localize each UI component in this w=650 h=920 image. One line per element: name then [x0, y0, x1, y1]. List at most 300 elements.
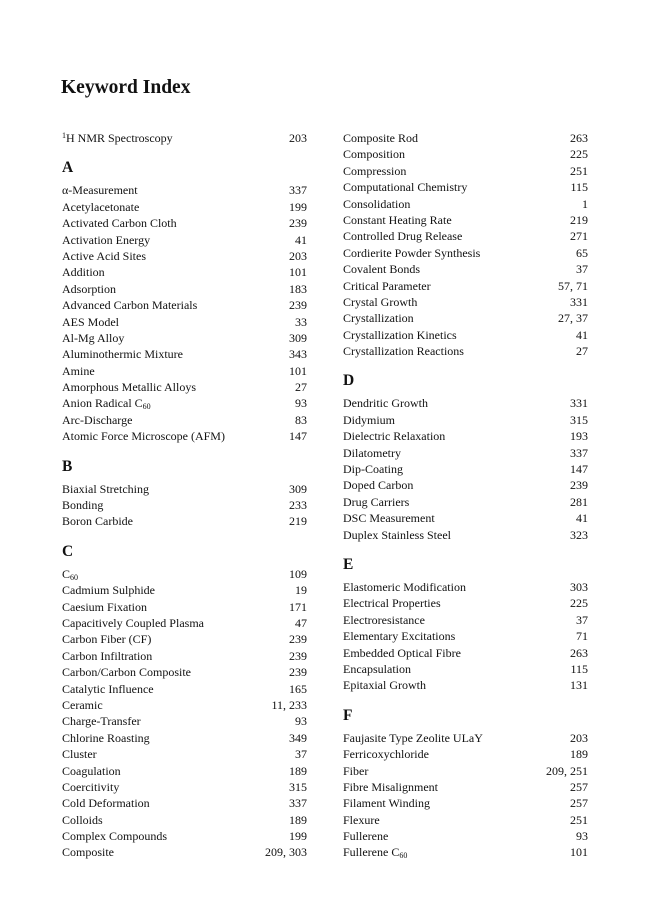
- term-text: Elementary Excitations: [343, 629, 456, 644]
- page-numbers: 47: [295, 615, 307, 630]
- page-numbers: 189: [570, 747, 588, 762]
- term-text: Bonding: [62, 498, 104, 513]
- term-text: Fullerene: [343, 829, 389, 844]
- index-term: [343, 795, 430, 811]
- index-term: [343, 212, 452, 228]
- index-term: [62, 582, 155, 598]
- term-text: Elastomeric Modification: [343, 579, 466, 594]
- page-numbers: 27: [576, 344, 588, 359]
- index-term: [343, 310, 414, 326]
- term-text: Computational Chemistry: [343, 180, 468, 195]
- term-text: Crystallization Reactions: [343, 344, 464, 359]
- index-entry: [62, 844, 307, 860]
- index-entry: [62, 297, 307, 313]
- index-entry: [62, 481, 307, 497]
- index-term: [62, 232, 150, 248]
- index-term: [343, 645, 461, 661]
- index-entry: [343, 327, 588, 343]
- term-text: Consolidation: [343, 196, 411, 211]
- page-numbers: 37: [576, 612, 588, 627]
- term-text: Covalent Bonds: [343, 262, 420, 277]
- index-term: [343, 130, 418, 146]
- index-term: [343, 828, 388, 844]
- index-entry: [343, 412, 588, 428]
- term-text: Epitaxial Growth: [343, 678, 426, 693]
- page-numbers: 337: [570, 445, 588, 460]
- page-numbers: 27, 37: [558, 311, 588, 326]
- page-numbers: 251: [570, 812, 588, 827]
- page-numbers: 239: [289, 632, 307, 647]
- term-text: Crystallization: [343, 311, 414, 326]
- index-entry: [343, 579, 588, 595]
- page-numbers: 233: [289, 498, 307, 513]
- index-term: [343, 228, 462, 244]
- index-term: [62, 497, 103, 513]
- index-entry: [62, 330, 307, 346]
- page-numbers: 315: [570, 412, 588, 427]
- index-entry: [343, 179, 588, 195]
- index-entry: [343, 245, 588, 261]
- term-text: Caesium Fixation: [62, 599, 147, 614]
- index-term: [62, 297, 197, 313]
- index-entry: [343, 730, 588, 746]
- index-entry: [343, 278, 588, 294]
- index-entry: [62, 497, 307, 513]
- index-entry: [62, 232, 307, 248]
- index-term: [62, 199, 139, 215]
- term-text: Advanced Carbon Materials: [62, 298, 198, 313]
- index-term: [62, 481, 149, 497]
- index-entry: [62, 346, 307, 362]
- section-letter-heading: F: [343, 706, 353, 724]
- index-entry: [62, 812, 307, 828]
- index-entry: [343, 310, 588, 326]
- index-column-right: [343, 130, 588, 861]
- index-term: [343, 812, 380, 828]
- index-entry: [62, 681, 307, 697]
- term-text: Amine: [62, 363, 95, 378]
- term-text: Filament Winding: [343, 796, 430, 811]
- term-text: Acetylacetonate: [62, 199, 140, 214]
- term-text: Fibre Misalignment: [343, 779, 438, 794]
- term-text: Crystal Growth: [343, 294, 418, 309]
- index-entry: [62, 746, 307, 762]
- index-term: [343, 628, 455, 644]
- index-term: [343, 527, 451, 543]
- term-text: DSC Measurement: [343, 511, 435, 526]
- term-text: Carbon/Carbon Composite: [62, 665, 191, 680]
- page-numbers: 199: [289, 199, 307, 214]
- index-entry: [343, 477, 588, 493]
- page-numbers: 19: [295, 583, 307, 598]
- index-entry: [343, 428, 588, 444]
- term-text: Composite Rod: [343, 131, 419, 145]
- page-numbers: 203: [570, 730, 588, 745]
- index-entry: [62, 730, 307, 746]
- index-term: [62, 130, 173, 146]
- term-subscript: 60: [399, 851, 408, 861]
- index-entry: [343, 628, 588, 644]
- index-entry: [62, 713, 307, 729]
- term-text: Dendritic Growth: [343, 396, 428, 411]
- term-text: Flexure: [343, 812, 380, 827]
- index-entry: [62, 248, 307, 264]
- page-title: Keyword Index: [61, 77, 191, 98]
- index-entry: [62, 697, 307, 713]
- page-numbers: 209, 251: [546, 763, 588, 778]
- index-entry: [62, 599, 307, 615]
- term-text: Duplex Stainless Steel: [343, 527, 451, 542]
- term-text: Dielectric Relaxation: [343, 429, 446, 444]
- page-numbers: 41: [576, 327, 588, 342]
- index-term: [62, 713, 141, 729]
- index-term: [343, 461, 403, 477]
- index-term: [343, 612, 425, 628]
- index-term: [343, 763, 368, 779]
- term-text: Activation Energy: [62, 232, 151, 247]
- page-numbers: 239: [289, 648, 307, 663]
- term-text: Al-Mg Alloy: [62, 330, 125, 345]
- section-letter-heading: E: [343, 555, 354, 573]
- index-entry: [343, 595, 588, 611]
- index-term: [343, 179, 467, 195]
- index-entry: [62, 615, 307, 631]
- page-numbers: 193: [570, 429, 588, 444]
- index-entry: [62, 363, 307, 379]
- index-term: [62, 248, 146, 264]
- page-numbers: 257: [570, 796, 588, 811]
- index-term: [343, 146, 405, 162]
- term-text: Compression: [343, 163, 407, 178]
- index-entry: [62, 428, 307, 444]
- index-entry: [343, 261, 588, 277]
- page-numbers: 239: [289, 665, 307, 680]
- index-term: [343, 510, 435, 526]
- index-entry: [62, 648, 307, 664]
- index-entry: [62, 281, 307, 297]
- index-entry: [62, 763, 307, 779]
- index-entry: [343, 196, 588, 212]
- index-term: [343, 445, 401, 461]
- index-term: [343, 245, 480, 261]
- index-section: [62, 542, 307, 861]
- page-numbers: 65: [576, 245, 588, 260]
- page-numbers: 109: [289, 566, 307, 581]
- index-entry: [343, 510, 588, 526]
- page-numbers: 93: [295, 714, 307, 729]
- term-text: Addition: [62, 265, 105, 280]
- index-entry: [62, 182, 307, 198]
- page-numbers: 331: [570, 396, 588, 411]
- page-numbers: 209, 303: [265, 845, 307, 860]
- index-term: [343, 779, 438, 795]
- index-entry: [343, 812, 588, 828]
- page-numbers: 11, 233: [271, 697, 307, 712]
- index-term: [62, 566, 78, 582]
- term-text: Atomic Force Microscope (AFM): [62, 429, 225, 444]
- term-text: Coagulation: [62, 763, 121, 778]
- page-numbers: 349: [289, 730, 307, 745]
- index-term: [343, 595, 441, 611]
- page-numbers: 219: [289, 514, 307, 529]
- index-section: [343, 706, 588, 861]
- page-numbers: 281: [570, 494, 588, 509]
- index-term: [343, 327, 457, 343]
- section-letter-heading: B: [62, 457, 73, 475]
- index-section: [62, 158, 307, 444]
- term-superscript: 1: [62, 131, 66, 140]
- page-numbers: 165: [289, 681, 307, 696]
- index-term: [343, 428, 445, 444]
- index-entry: [62, 828, 307, 844]
- term-text: Adsorption: [62, 281, 116, 296]
- index-term: [62, 264, 105, 280]
- index-term: [62, 746, 97, 762]
- index-term: [62, 346, 183, 362]
- term-text: Faujasite Type Zeolite ULaY: [343, 730, 483, 745]
- term-subscript: 60: [70, 572, 79, 582]
- section-letter-heading: A: [62, 159, 74, 177]
- index-term: [62, 795, 150, 811]
- page-numbers: 315: [289, 779, 307, 794]
- page-numbers: 147: [289, 429, 307, 444]
- page-numbers: 183: [289, 281, 307, 296]
- index-entry: [343, 795, 588, 811]
- term-text: Doped Carbon: [343, 478, 414, 493]
- page-numbers: 93: [576, 829, 588, 844]
- index-term: [62, 812, 103, 828]
- index-entry: [343, 343, 588, 359]
- index-entry: [343, 763, 588, 779]
- term-text: Boron Carbide: [62, 514, 133, 529]
- index-term: [62, 379, 196, 395]
- index-term: [62, 631, 151, 647]
- term-text: Constant Heating Rate: [343, 212, 452, 227]
- term-text: Charge-Transfer: [62, 714, 141, 729]
- index-term: [62, 730, 150, 746]
- index-entry: [343, 146, 588, 162]
- page-numbers: 219: [570, 212, 588, 227]
- index-term: [343, 163, 406, 179]
- index-term: [343, 395, 428, 411]
- page-numbers: 337: [289, 183, 307, 198]
- index-term: [62, 648, 152, 664]
- page-numbers: 189: [289, 763, 307, 778]
- index-term: [343, 343, 464, 359]
- term-text: Dip-Coating: [343, 462, 403, 477]
- index-term: [343, 477, 413, 493]
- index-section: [62, 130, 307, 146]
- term-text: Cluster: [62, 747, 97, 762]
- page-numbers: 101: [289, 265, 307, 280]
- index-term: [343, 677, 426, 693]
- term-text: Critical Parameter: [343, 278, 431, 293]
- page-numbers: 147: [570, 462, 588, 477]
- index-term: [62, 314, 119, 330]
- page-numbers: 199: [289, 829, 307, 844]
- page-numbers: 57, 71: [558, 278, 588, 293]
- page-numbers: 337: [289, 796, 307, 811]
- page-numbers: 225: [570, 147, 588, 162]
- index-entry: [62, 130, 307, 146]
- page-numbers: 33: [295, 314, 307, 329]
- term-text: Capacitively Coupled Plasma: [62, 615, 204, 630]
- term-text: Activated Carbon Cloth: [62, 216, 177, 231]
- term-text: Fiber: [343, 763, 369, 778]
- index-term: [62, 182, 138, 198]
- page-numbers: 225: [570, 596, 588, 611]
- page-numbers: 115: [570, 661, 588, 676]
- page-numbers: 101: [570, 845, 588, 860]
- index-term: [343, 579, 466, 595]
- index-entry: [62, 795, 307, 811]
- index-term: [343, 412, 395, 428]
- term-text: Encapsulation: [343, 661, 411, 676]
- index-section: [62, 457, 307, 530]
- index-term: [343, 278, 431, 294]
- index-term: [62, 779, 119, 795]
- index-term: [62, 599, 147, 615]
- index-entry: [62, 314, 307, 330]
- term-subscript: 60: [142, 402, 151, 412]
- term-text: C: [62, 566, 71, 581]
- page-numbers: 27: [295, 380, 307, 395]
- page-numbers: 257: [570, 779, 588, 794]
- page-numbers: 83: [295, 412, 307, 427]
- page-numbers: 203: [289, 248, 307, 263]
- page-numbers: 303: [570, 579, 588, 594]
- index-term: [343, 196, 410, 212]
- index-entry: [343, 527, 588, 543]
- index-term: [62, 330, 124, 346]
- index-term: [343, 730, 483, 746]
- index-entry: [62, 664, 307, 680]
- page-numbers: 189: [289, 812, 307, 827]
- index-term: [62, 844, 114, 860]
- term-text: Amorphous Metallic Alloys: [62, 380, 196, 395]
- index-term: [62, 395, 151, 411]
- index-entry: [62, 199, 307, 215]
- page-numbers: 343: [289, 347, 307, 362]
- index-term: [62, 513, 133, 529]
- index-entry: [343, 212, 588, 228]
- index-entry: [343, 645, 588, 661]
- term-text: Didymium: [343, 412, 396, 427]
- index-entry: [62, 264, 307, 280]
- term-text: Composition: [343, 147, 406, 162]
- page-numbers: 309: [289, 481, 307, 496]
- index-entry: [62, 513, 307, 529]
- section-letter-heading: D: [343, 372, 355, 390]
- page-numbers: 101: [289, 363, 307, 378]
- index-entry: [343, 828, 588, 844]
- index-entry: [62, 395, 307, 411]
- index-entry: [62, 379, 307, 395]
- page-numbers: 131: [570, 678, 588, 693]
- term-text: Fullerene C: [343, 845, 400, 860]
- term-text: Drug Carriers: [343, 494, 410, 509]
- term-text: Cold Deformation: [62, 796, 150, 811]
- index-entry: [62, 566, 307, 582]
- index-section: [343, 371, 588, 543]
- index-term: [343, 661, 411, 677]
- index-term: [62, 615, 204, 631]
- page-numbers: 171: [289, 599, 307, 614]
- term-text: AES Model: [62, 314, 119, 329]
- page-numbers: 271: [570, 229, 588, 244]
- page-numbers: 239: [289, 298, 307, 313]
- term-text: Active Acid Sites: [62, 248, 146, 263]
- page-numbers: 239: [570, 478, 588, 493]
- term-text: Complex Compounds: [62, 829, 168, 844]
- index-term: [343, 294, 417, 310]
- index-entry: [343, 395, 588, 411]
- index-entry: [343, 130, 588, 146]
- index-entry: [62, 215, 307, 231]
- index-entry: [343, 294, 588, 310]
- page-numbers: 1: [582, 196, 588, 211]
- term-text: Embedded Optical Fibre: [343, 645, 461, 660]
- term-text: Catalytic Influence: [62, 681, 154, 696]
- index-term: [62, 697, 103, 713]
- index-entry: [62, 582, 307, 598]
- section-letter-heading: C: [62, 542, 74, 560]
- page-numbers: 239: [289, 216, 307, 231]
- page-numbers: 41: [295, 232, 307, 247]
- term-text: Carbon Fiber (CF): [62, 632, 152, 647]
- page-numbers: 263: [570, 131, 588, 145]
- term-text: Controlled Drug Release: [343, 229, 463, 244]
- index-term: [343, 261, 420, 277]
- term-text: Crystallization Kinetics: [343, 327, 457, 342]
- index-entry: [343, 844, 588, 860]
- page-numbers: 41: [576, 511, 588, 526]
- index-entry: [343, 661, 588, 677]
- index-term: [62, 281, 116, 297]
- index-term: [62, 215, 177, 231]
- index-entry: [343, 163, 588, 179]
- term-text: H NMR Spectroscopy: [66, 131, 173, 145]
- term-text: Dilatometry: [343, 445, 401, 460]
- index-term: [343, 494, 409, 510]
- index-entry: [343, 445, 588, 461]
- index-term: [343, 746, 429, 762]
- page-numbers: 323: [570, 527, 588, 542]
- term-text: Ceramic: [62, 697, 103, 712]
- index-column-left: [62, 130, 307, 861]
- page-numbers: 331: [570, 294, 588, 309]
- term-text: Chlorine Roasting: [62, 730, 150, 745]
- term-text: Anion Radical C: [62, 396, 143, 411]
- index-entry: [62, 779, 307, 795]
- page-numbers: 93: [295, 396, 307, 411]
- page-numbers: 203: [289, 131, 307, 145]
- term-text: Ferricoxychloride: [343, 747, 429, 762]
- index-term: [62, 664, 191, 680]
- index-entry: [343, 677, 588, 693]
- index-entry: [62, 631, 307, 647]
- page-numbers: 37: [576, 262, 588, 277]
- term-text: Cadmium Sulphide: [62, 583, 155, 598]
- term-text: Biaxial Stretching: [62, 481, 149, 496]
- index-entry: [343, 494, 588, 510]
- page-numbers: 37: [295, 747, 307, 762]
- term-text: Cordierite Powder Synthesis: [343, 245, 481, 260]
- index-section: [343, 130, 588, 359]
- term-text: Colloids: [62, 812, 103, 827]
- index-term: [62, 363, 95, 379]
- page-numbers: 263: [570, 645, 588, 660]
